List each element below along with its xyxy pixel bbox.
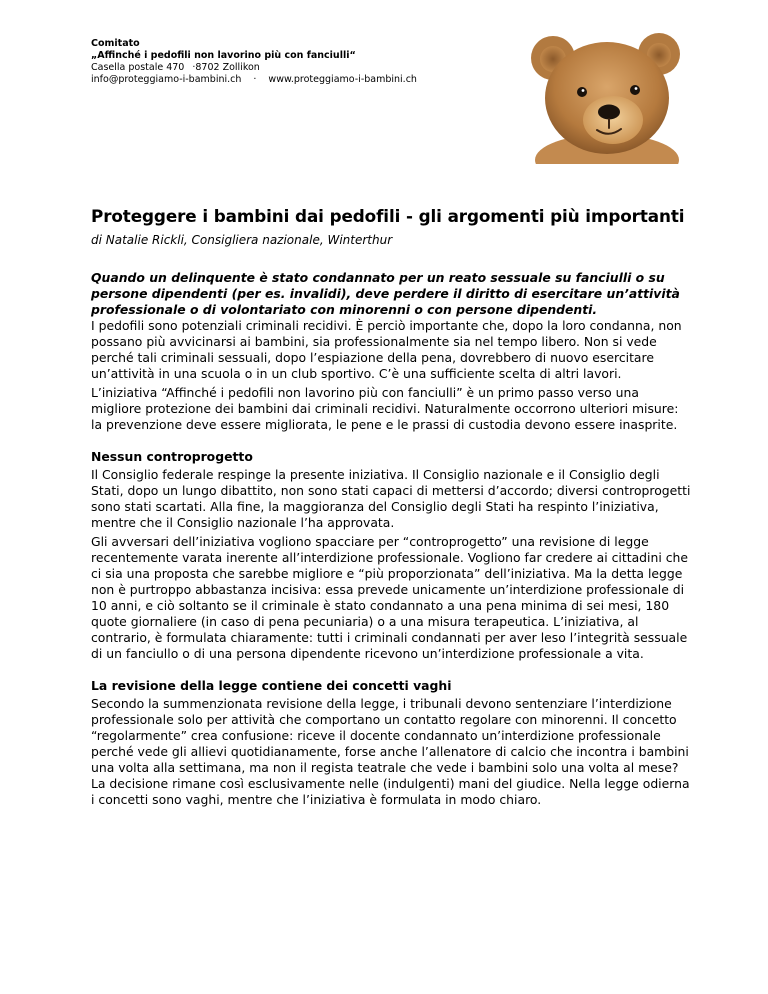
paragraph-3: Il Consiglio federale respinge la presente iniziativa. Il Consiglio nazionale e il Consiglio degli Stati, dopo un lungo dibattito, non sono stati capaci di mettersi d’accordo; diversi controprogetti sono stati scartati. Alla fine, la maggioranza del Consiglio degli Stati ha respinto l’iniziativa, mentre che il Consiglio nazionale l’ha approvata. bbox=[91, 467, 691, 530]
po-box: Casella postale 470 bbox=[91, 62, 185, 73]
city: 8702 Zollikon bbox=[195, 62, 260, 73]
separator: · bbox=[253, 74, 257, 85]
contact-info bbox=[91, 74, 511, 86]
lead-paragraph: Quando un delinquente è stato condannato per un reato sessuale su fanciulli o su persone dipendenti (per es. invalidi), deve perdere il diritto di esercitare un’attività professionale o di volontariato con minorenni o con persone dipendenti. bbox=[91, 270, 680, 317]
postal-address bbox=[91, 62, 511, 74]
committee-name: „Affinché i pedofili non lavorino più con fanciulli“ bbox=[91, 50, 356, 61]
committee-label: Comitato bbox=[91, 38, 140, 49]
website-link[interactable]: www.proteggiamo-i-bambini.ch bbox=[268, 74, 417, 85]
article-title: Proteggere i bambini dai pedofili - gli argomenti più importanti bbox=[91, 206, 685, 226]
teddy-bear-image bbox=[527, 32, 687, 164]
separator: · bbox=[192, 62, 196, 73]
paragraph-4: Gli avversari dell’iniziativa vogliono spacciare per “controprogetto” una revisione di legge recentemente varata inerente all’interdizione professionale. Vogliono far credere ai cittadini che ci sia una proposta che sarebbe migliore e “più proporzionata” dell’iniziativa. Ma la detta legge non è purtroppo abbastanza incisiva: essa prevede unicamente un’interdizione professionale di 10 anni, e ciò soltanto se il criminale è stato condannato a una pena minima di sei mesi, 180 quote giornaliere (in caso di pena pecuniaria) o a una misura terapeutica. L’iniziativa, al contrario, è formulata chiaramente: tutti i criminali condannati per aver leso l’integrità sessuale di un fanciullo o di una persona dipendente ricevono un’interdizione professionale a vita. bbox=[91, 534, 688, 661]
section-heading-no-counterproject: Nessun controprogetto bbox=[91, 449, 253, 464]
letterhead bbox=[91, 38, 511, 86]
email-link[interactable]: info@proteggiamo-i-bambini.ch bbox=[91, 74, 242, 85]
section-heading-vague-concepts: La revisione della legge contiene dei concetti vaghi bbox=[91, 678, 452, 693]
paragraph-2: L’iniziativa “Affinché i pedofili non lavorino più con fanciulli” è un primo passo verso una migliore protezione dei bambini dai criminali recidivi. Naturalmente occorrono ulteriori misure: la prevenzione deve essere migliorata, le pene e le prassi di custodia devono essere inasprite. bbox=[91, 385, 679, 432]
article bbox=[91, 205, 691, 811]
paragraph-1: I pedofili sono potenziali criminali recidivi. È perciò importante che, dopo la loro condanna, non possano più avvicinarsi ai bambini, sia professionalmente sia nel tempo libero. Non si vede perché tali criminali sessuali, dopo l’espiazione della pena, dovrebbero di nuovo esercitare un’attività in una scuola o in un club sportivo. C’è una sufficiente scelta di altri lavori. bbox=[91, 318, 682, 381]
byline: di Natalie Rickli, Consigliera nazionale, Winterthur bbox=[91, 233, 393, 247]
paragraph-5: Secondo la summenzionata revisione della legge, i tribunali devono sentenziare l’interdizione professionale solo per attività che comportano un contatto regolare con minorenni. Il concetto “regolarmente” crea confusione: riceve il docente condannato un’interdizione professionale perché vede gli allievi quotidianamente, forse anche l’allenatore di calcio che incontra i bambini una volta alla settimana, ma non il regista teatrale che vede i bambini solo una volta al mese? La decisione rimane così esclusivamente nelle (indulgenti) mani del giudice. Nella legge odierna i concetti sono vaghi, mentre che l’iniziativa è formulata in modo chiaro. bbox=[91, 696, 690, 807]
